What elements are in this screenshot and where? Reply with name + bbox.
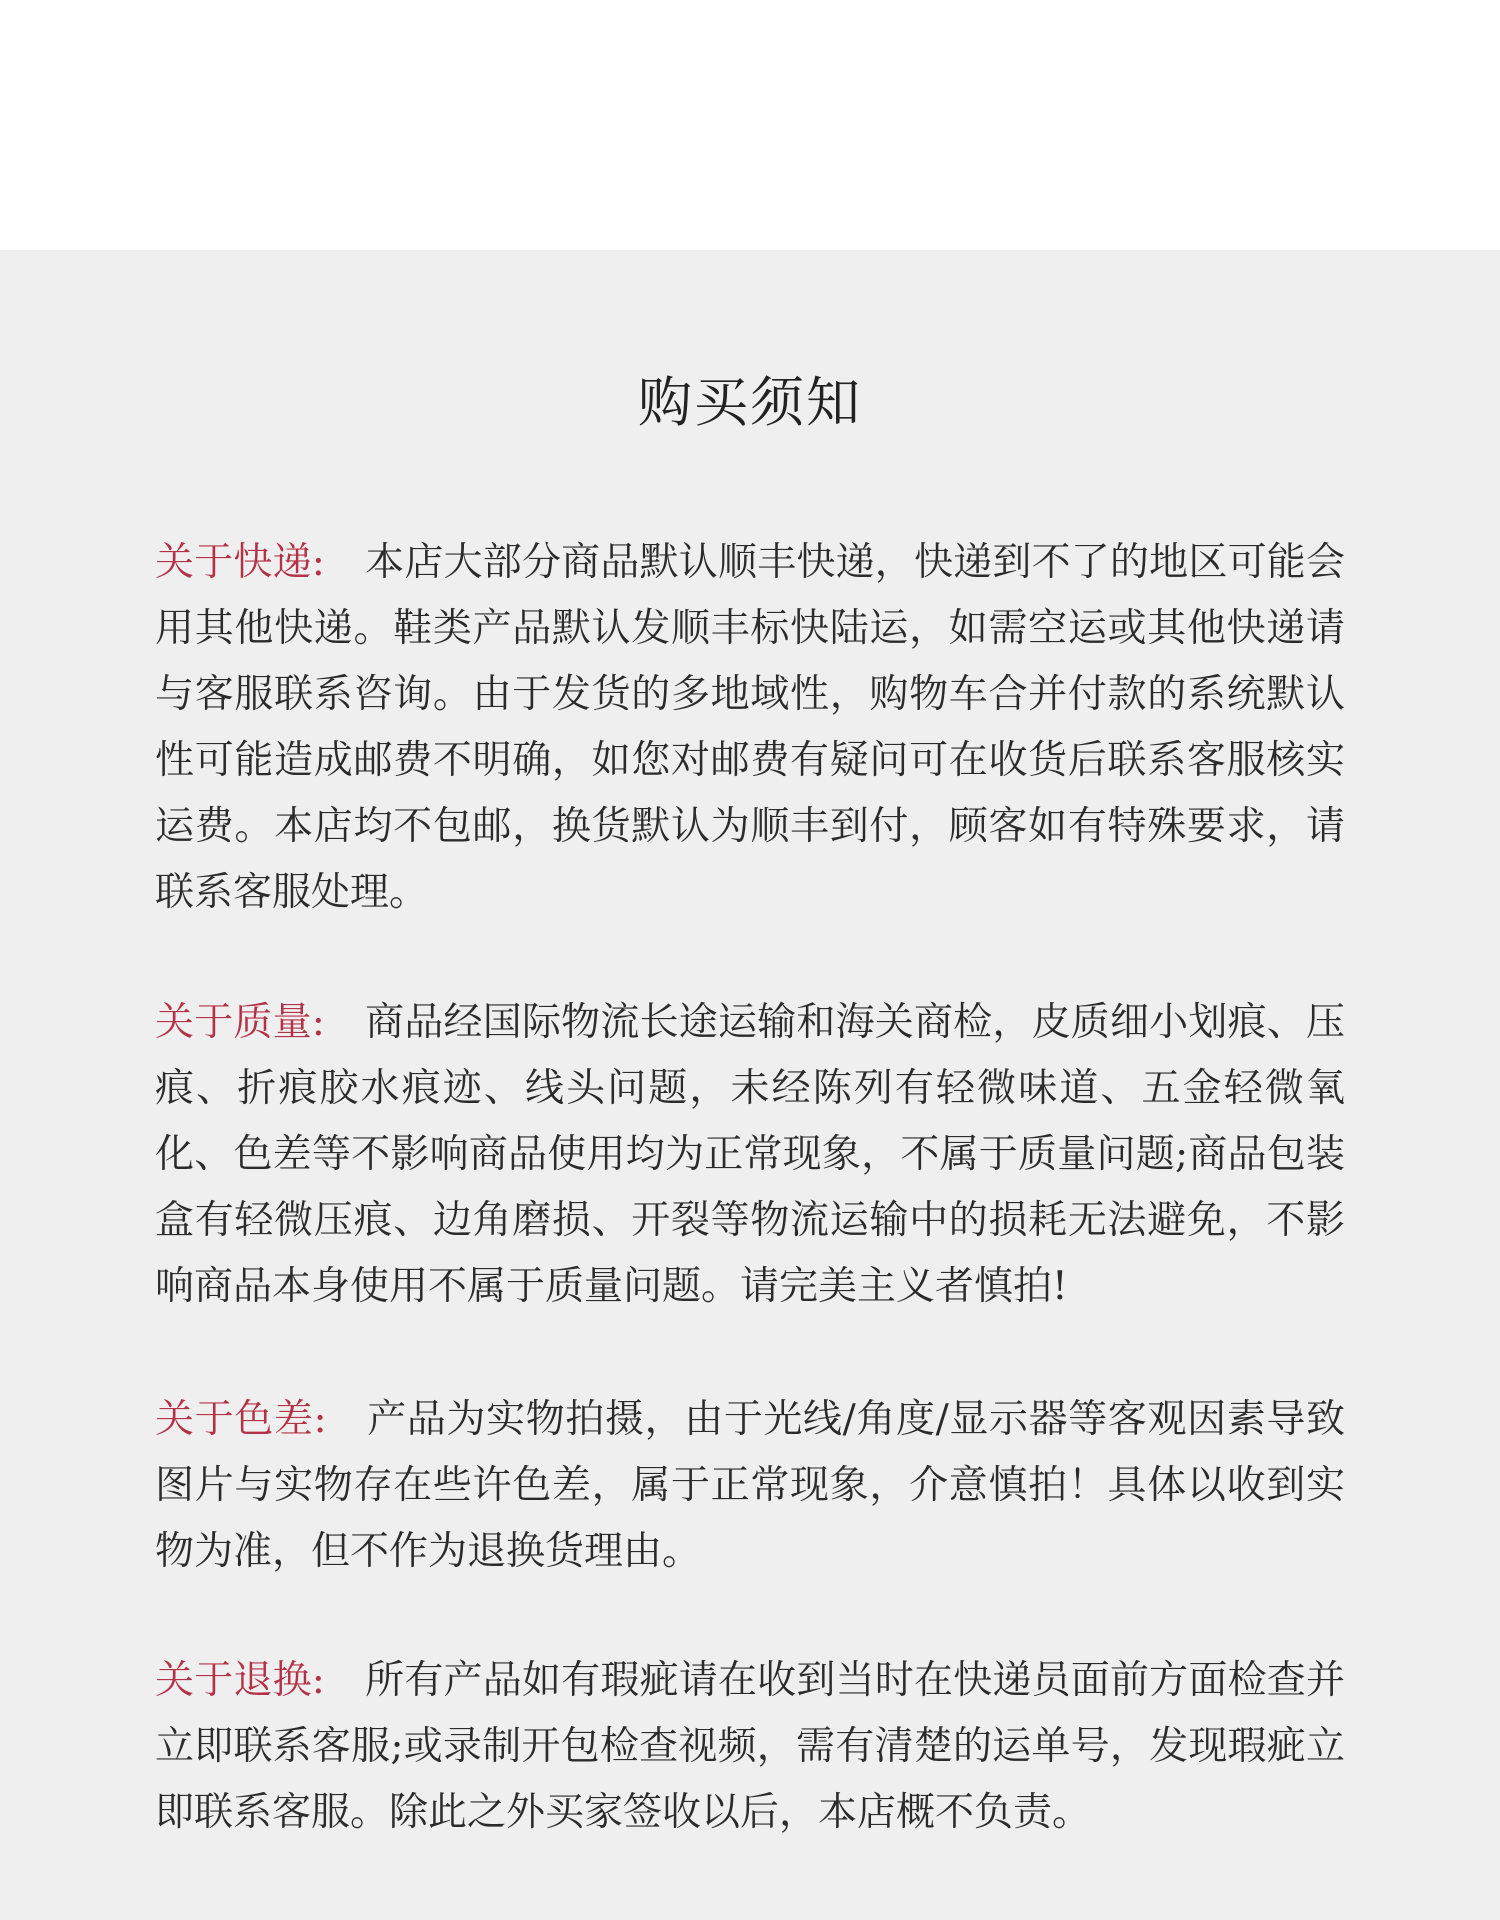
section-text: 本店大部分商品默认顺丰快递，快递到不了的地区可能会用其他快递。鞋类产品默认发顺丰标快陆运，如需空运或其他快递请与客服联系咨询。由于发货的多地域性，购物车合并付款的系统默认性可能造成邮费不明确，如您对邮费有疑问可在收货后联系客服核实运费。本店均不包邮，换货默认为顺丰到付，顾客如有特殊要求，请联系客服处理。: [155, 540, 1345, 915]
notice-section-returns: [155, 1648, 1345, 1846]
notice-section-color-difference: [155, 1387, 1345, 1585]
section-text: 所有产品如有瑕疵请在收到当时在快递员面前方面检查并立即联系客服;或录制开包检查视频，需有清楚的运单号，发现瑕疵立即联系客服。除此之外买家签收以后，本店概不负责。: [155, 1658, 1345, 1835]
section-label: 关于退换:: [155, 1658, 325, 1703]
section-label: 关于快递:: [155, 540, 325, 585]
section-label: 关于质量:: [155, 1000, 325, 1045]
section-text: 产品为实物拍摄，由于光线/角度/显示器等客观因素导致图片与实物存在些许色差，属于正常现象，介意慎拍！具体以收到实物为准，但不作为退换货理由。: [155, 1397, 1346, 1574]
notice-section-shipping: [155, 530, 1345, 926]
notice-section-quality: [155, 990, 1345, 1320]
page-title: 购买须知: [638, 371, 862, 434]
top-blank-area: [0, 0, 1500, 250]
purchase-notice-panel: [0, 250, 1500, 1920]
section-text: 商品经国际物流长途运输和海关商检，皮质细小划痕、压痕、折痕胶水痕迹、线头问题，未经陈列有轻微味道、五金轻微氧化、色差等不影响商品使用均为正常现象，不属于质量问题;商品包装盒有轻微压痕、边角磨损、开裂等物流运输中的损耗无法避免，不影响商品本身使用不属于质量问题。请完美主义者慎拍!: [155, 1000, 1345, 1309]
section-label: 关于色差:: [155, 1397, 327, 1442]
